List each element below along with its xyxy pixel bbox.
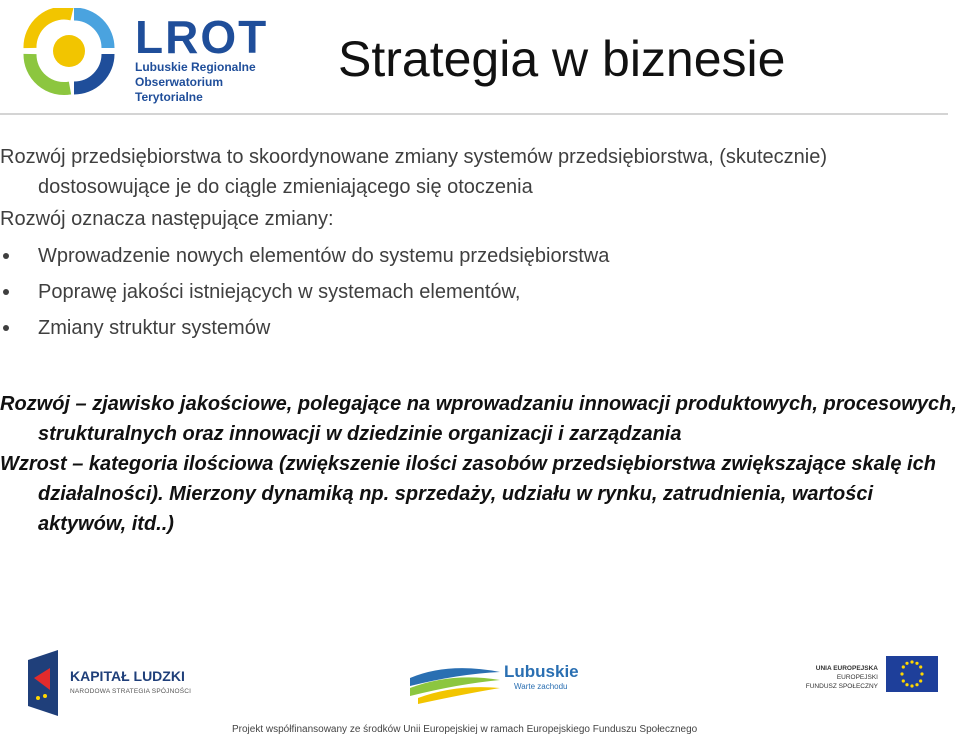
changes-list <box>0 238 960 346</box>
lrot-logo-name: LROT <box>135 11 269 63</box>
list-item: Poprawę jakości istniejących w systemach elementów, <box>0 274 960 310</box>
list-item: Zmiany struktur systemów <box>0 310 960 346</box>
definition-rozwoj: Rozwój – zjawisko jakościowe, polegające na wprowadzaniu innowacji produktowych, procesowych, strukturalnych oraz innowacji w dziedzinie organizacji i zarządzania <box>0 393 957 445</box>
lrot-logo-line1: Lubuskie Regionalne <box>135 60 256 74</box>
bullet-icon <box>3 289 9 295</box>
paragraph-development-definition: Rozwój przedsiębiorstwa to skoordynowane zmiany systemów przedsiębiorstwa, (skutecznie) dostosowujące je do ciągle zmieniającego się otoczenia <box>0 146 828 198</box>
kapital-ludzki-logo: KAPITAŁ LUDZKI NARODOWA STRATEGIA SPÓJNOŚCI <box>28 650 228 720</box>
slide-content <box>0 142 960 539</box>
list-item: Wprowadzenie nowych elementów do systemu przedsiębiorstwa <box>0 238 960 274</box>
lrot-logo <box>22 8 282 104</box>
lrot-sun-icon <box>22 8 122 98</box>
footer-logos <box>0 632 960 746</box>
bullet-icon <box>3 325 9 331</box>
project-funding-note: Projekt współfinansowany ze środków Unii Europejskiej w ramach Europejskiego Funduszu Społecznego <box>232 724 698 735</box>
lubuskie-logo: Lubuskie Warte zachodu <box>408 654 608 714</box>
page-title: Strategia w biznesie <box>338 31 786 87</box>
eu-logo: UNIA EUROPEJSKA EUROPEJSKI FUNDUSZ SPOŁECZNY <box>798 656 948 716</box>
paragraph-changes-intro: Rozwój oznacza następujące zmiany: <box>0 208 334 230</box>
eu-flag-icon <box>886 656 938 692</box>
title-divider <box>0 113 948 115</box>
bullet-icon <box>3 253 9 259</box>
definition-wzrost: Wzrost – kategoria ilościowa (zwiększenie ilości zasobów przedsiębiorstwa zwiększające skalę ich działalności). Mierzony dynamiką np. sprzedaży, udziału w rynku, zatrudnienia, wartości aktywów, itd..) <box>0 453 936 535</box>
lrot-logo-line2: Obserwatorium Terytorialne <box>135 75 224 104</box>
kapital-ludzki-emblem-icon <box>28 650 64 716</box>
lubuskie-waves-icon <box>408 658 504 708</box>
